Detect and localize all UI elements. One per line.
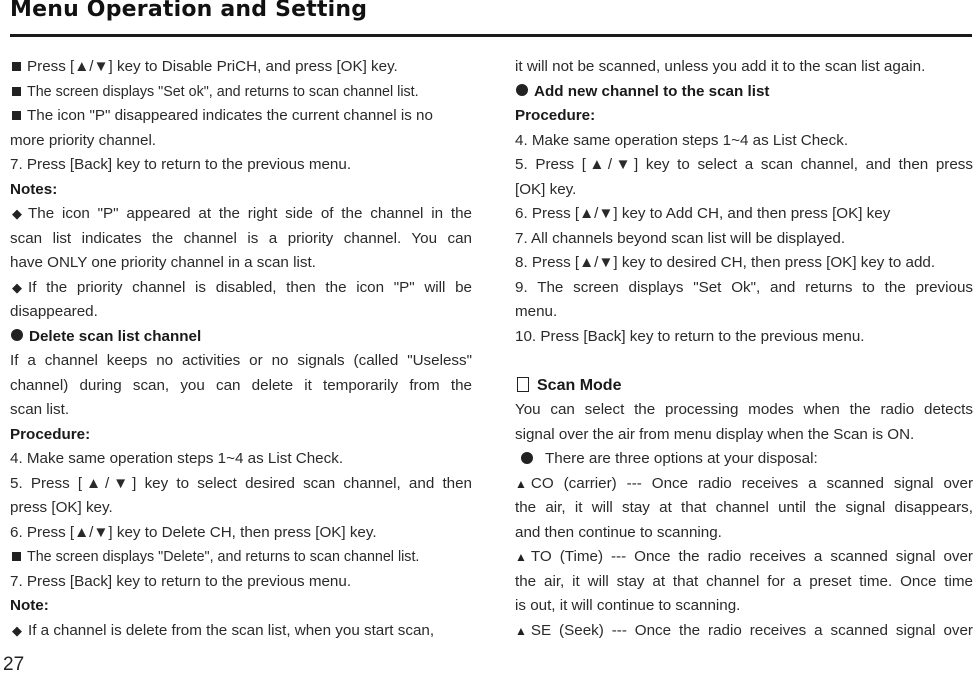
procedure-step: 7. Press [Back] key to return to the previous menu. xyxy=(10,572,352,590)
list-item: ▲ TO (Time) --- Once the radio receives a scanned signal over xyxy=(515,545,973,570)
text-line: the air, it will stay at that channel for a preset time. Once time xyxy=(515,572,973,590)
procedure-step: 5. Press [▲/▼] key to select a scan channel, and then press xyxy=(515,156,973,173)
triangle-bullet-icon: ▲ xyxy=(515,476,527,491)
text-line: menu. xyxy=(515,303,558,320)
text-line: signal over the air from menu display when the Scan is ON. xyxy=(515,425,915,443)
text-line: is out, it will continue to scanning. xyxy=(515,597,741,614)
triangle-bullet-icon: ▲ xyxy=(515,550,527,564)
list-item: The icon "P" disappeared indicates the current channel is no xyxy=(10,104,472,129)
list-item: ◆ If the priority channel is disabled, then the icon "P" will be xyxy=(10,276,472,301)
round-bullet-icon xyxy=(11,329,23,341)
procedure-step: 4. Make same operation steps 1~4 as List Check. xyxy=(10,450,344,467)
procedure-step: 8. Press [▲/▼] key to desired CH, then press [OK] key to add. xyxy=(515,254,936,271)
text-line: 7. Press [Back] key to return to the previous menu. xyxy=(10,156,352,173)
text-line: scan list indicates the channel is a priority channel. You can xyxy=(10,229,472,247)
procedure-step: 7. All channels beyond scan list will be displayed. xyxy=(515,229,846,247)
note-heading: Note: xyxy=(10,597,49,614)
text-line: disappeared. xyxy=(10,303,98,320)
list-item: ▲ SE (Seek) --- Once the radio receives a scanned signal over xyxy=(515,619,973,644)
list-item: ▲ CO (carrier) --- Once radio receives a scanned signal over xyxy=(515,472,973,497)
section-box-icon xyxy=(517,377,529,392)
list-item: The screen displays "Set ok", and returns to scan channel list. xyxy=(10,80,472,105)
procedure-step: 5. Press [▲/▼] key to select desired scan channel, and then xyxy=(10,474,472,492)
title-rule xyxy=(10,34,972,37)
text-line: press [OK] key. xyxy=(10,499,113,516)
text-line: the air, it will stay at that channel until the signal disappears, xyxy=(515,499,973,516)
procedure-heading: Procedure: xyxy=(515,107,596,124)
square-bullet-icon xyxy=(12,87,21,96)
right-column xyxy=(515,55,973,643)
text-line: You can select the processing modes when the radio detects xyxy=(515,401,973,418)
page-title: Menu Operation and Setting xyxy=(10,0,368,22)
procedure-step: 10. Press [Back] key to return to the previous menu. xyxy=(515,327,865,345)
triangle-bullet-icon: ▲ xyxy=(515,623,527,638)
text-line: [OK] key. xyxy=(515,180,577,198)
procedure-step: 6. Press [▲/▼] key to Add CH, and then press [OK] key xyxy=(515,205,891,222)
procedure-step: 9. The screen displays "Set Ok", and returns to the previous xyxy=(515,278,973,296)
section-heading: Scan Mode xyxy=(515,374,973,399)
text-line: and then continue to scanning. xyxy=(515,523,722,541)
procedure-step: 6. Press [▲/▼] key to Delete CH, then press [OK] key. xyxy=(10,523,377,541)
list-item: ◆ If a channel is delete from the scan list, when you start scan, xyxy=(10,619,472,644)
square-bullet-icon xyxy=(12,552,21,561)
section-heading: Delete scan list channel xyxy=(10,325,472,350)
round-bullet-icon xyxy=(516,84,528,96)
procedure-step: 4. Make same operation steps 1~4 as List Check. xyxy=(515,131,849,149)
list-item: There are three options at your disposal: xyxy=(515,447,973,472)
diamond-bullet-icon: ◆ xyxy=(12,622,22,638)
diamond-bullet-icon: ◆ xyxy=(12,279,22,295)
diamond-bullet-icon: ◆ xyxy=(12,206,22,221)
square-bullet-icon xyxy=(12,62,21,71)
round-bullet-icon xyxy=(521,452,533,464)
left-column xyxy=(10,55,472,643)
section-heading: Add new channel to the scan list xyxy=(515,80,973,105)
text-line: If a channel keeps no activities or no signals (called "Useless" xyxy=(10,352,472,369)
text-line: it will not be scanned, unless you add it to the scan list again. xyxy=(515,58,926,75)
list-item: ◆ The icon "P" appeared at the right side of the channel in the xyxy=(10,202,472,227)
list-item: The screen displays "Delete", and returns to scan channel list. xyxy=(10,545,472,570)
text-line: more priority channel. xyxy=(10,131,157,149)
spacer xyxy=(515,349,973,374)
page-number: 27 xyxy=(3,654,25,675)
text-line: have ONLY one priority channel in a scan list. xyxy=(10,254,316,271)
text-line: scan list. xyxy=(10,401,70,418)
procedure-heading: Procedure: xyxy=(10,425,91,443)
text-line: channel) during scan, you can delete it temporarily from the xyxy=(10,376,472,394)
square-bullet-icon xyxy=(12,111,21,120)
notes-heading: Notes: xyxy=(10,180,58,198)
list-item: Press [▲/▼] key to Disable PriCH, and press [OK] key. xyxy=(10,55,472,80)
